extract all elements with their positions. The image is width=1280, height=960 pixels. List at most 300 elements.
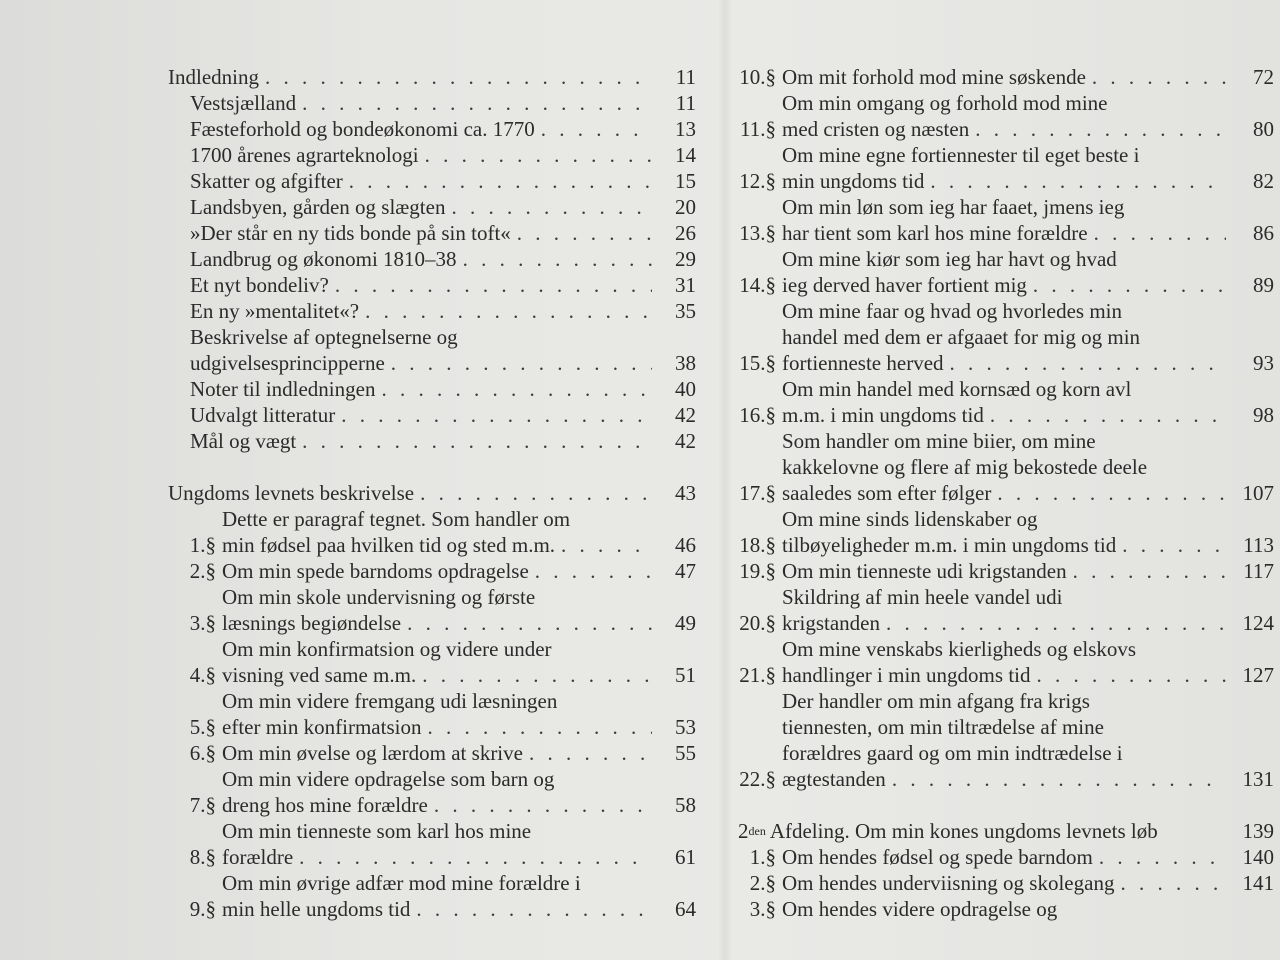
toc-entry-body — [782, 584, 1226, 636]
toc-entry-body — [782, 688, 1226, 792]
toc-entry-line — [782, 532, 1226, 558]
toc-page-number: 55 — [675, 741, 696, 765]
dot-leader — [419, 142, 652, 168]
toc-entry-line — [782, 272, 1226, 298]
toc-entry-title: Om min videre opdragelse som barn og — [222, 767, 555, 791]
toc-heading-title: Indledning — [168, 65, 259, 89]
dot-leader — [1116, 532, 1226, 558]
toc-entry-line — [782, 298, 1226, 324]
toc-entry-title: Om min tienneste udi krigstanden — [782, 559, 1067, 583]
dot-leader — [1088, 220, 1226, 246]
toc-entry-title: ieg derved haver fortient mig — [782, 273, 1027, 297]
toc-intro-entry — [168, 142, 696, 168]
toc-entry-title: med cristen og næsten — [782, 117, 970, 141]
toc-entry-line — [222, 844, 652, 870]
dot-leader — [293, 844, 652, 870]
toc-entry-number: 15.§ — [739, 351, 776, 375]
dot-leader — [984, 402, 1226, 428]
toc-entry-title: Om hendes underviisning og skolegang — [782, 871, 1115, 895]
toc-paragraph-entry — [738, 636, 1274, 688]
section-spacer — [168, 454, 696, 480]
toc-entry-title: Udvalgt litteratur — [190, 403, 336, 427]
toc-entry-title: visning ved same m.m. — [222, 663, 417, 687]
toc-entry-title: handlinger i min ungdoms tid — [782, 663, 1031, 687]
dot-leader — [511, 220, 652, 246]
toc-entry-body — [222, 740, 652, 766]
toc-entry-number: 22.§ — [739, 767, 776, 791]
toc-entry-title: Om mit forhold mod mine søskende — [782, 65, 1086, 89]
toc-entry-line — [782, 584, 1226, 610]
toc-entry-body — [222, 558, 652, 584]
toc-entry-number: 2.§ — [189, 559, 216, 583]
dot-leader — [410, 896, 652, 922]
toc-entry-title: handel med dem er afgaaet for mig og min — [782, 325, 1141, 349]
toc-entry-line — [190, 428, 652, 454]
toc-page-number: 82 — [1253, 169, 1274, 193]
toc-entry-title: Om min spede barndoms opdragelse — [222, 559, 529, 583]
dot-leader — [969, 116, 1226, 142]
toc-entry-body — [222, 818, 652, 870]
toc-entry-line — [190, 350, 652, 376]
toc-heading-body — [168, 480, 652, 506]
dot-leader — [457, 246, 652, 272]
toc-page-number: 15 — [675, 169, 696, 193]
dot-leader — [886, 766, 1226, 792]
dot-leader — [416, 662, 652, 688]
toc-entry-title: Om min handel med kornsæd og korn avl — [782, 377, 1132, 401]
dot-leader — [445, 194, 652, 220]
toc-page-number: 51 — [675, 663, 696, 687]
toc-paragraph-entry — [168, 506, 696, 558]
toc-entry-body — [168, 402, 652, 428]
toc-entry-title: Landsbyen, gården og slægten — [190, 195, 446, 219]
dot-leader — [555, 532, 652, 558]
toc-entry-line — [222, 610, 652, 636]
toc-entry-number: 6.§ — [189, 741, 216, 765]
toc-entry-title: Vestsjælland — [190, 91, 297, 115]
toc-entry-title: Om min konfirmatsion og videre under — [222, 637, 552, 661]
toc-entry-line — [782, 610, 1226, 636]
toc-entry-number: 1.§ — [749, 845, 776, 869]
toc-paragraph-entry — [738, 506, 1274, 558]
toc-page-number: 93 — [1253, 351, 1274, 375]
toc-entry-number: 12.§ — [739, 169, 776, 193]
toc-entry-number: 14.§ — [739, 273, 776, 297]
dot-leader — [329, 272, 652, 298]
dot-leader — [1027, 272, 1226, 298]
book-gutter — [718, 0, 732, 960]
toc-entry-number: 10.§ — [739, 65, 776, 89]
toc-entry-line — [190, 376, 652, 402]
toc-entry-body — [782, 558, 1226, 584]
toc-paragraph-entry — [168, 558, 696, 584]
toc-entry-title: En ny »mentalitet«? — [190, 299, 360, 323]
toc-page-number: 117 — [1243, 559, 1274, 583]
dot-leader — [421, 714, 652, 740]
toc-entry-title: Et nyt bondeliv? — [190, 273, 329, 297]
toc-entry-line — [782, 714, 1226, 740]
toc-entry-title: Om mine egne fortiennester til eget beste i — [782, 143, 1140, 167]
toc-entry-line — [190, 324, 652, 350]
toc-entry-line — [190, 90, 652, 116]
dot-leader — [1114, 870, 1226, 896]
toc-entry-body — [782, 506, 1226, 558]
toc-entry-line — [222, 766, 652, 792]
toc-entry-line — [782, 142, 1226, 168]
toc-entry-line — [782, 870, 1226, 896]
dot-leader — [924, 168, 1226, 194]
toc-heading-line — [168, 64, 652, 90]
toc-entry-title: Mål og vægt — [190, 429, 297, 453]
toc-entry-title: forældre — [222, 845, 294, 869]
toc-entry-line — [222, 870, 652, 896]
toc-paragraph-entry — [168, 818, 696, 870]
toc-page-number: 38 — [675, 351, 696, 375]
toc-paragraph-entry — [738, 584, 1274, 636]
toc-entry-title: tiennesten, om min tiltrædelse af mine — [782, 715, 1104, 739]
toc-paragraph-entry — [738, 558, 1274, 584]
part-ordinal-suffix: den — [748, 824, 766, 838]
toc-page-number: 35 — [675, 299, 696, 323]
toc-entry-body — [168, 116, 652, 142]
dot-leader — [375, 376, 652, 402]
toc-entry-line — [222, 792, 652, 818]
dot-leader — [259, 64, 652, 90]
toc-paragraph-entry — [738, 428, 1274, 506]
dot-leader — [1030, 662, 1226, 688]
toc-entry-title: Om mine kiør som ieg har havt og hvad — [782, 247, 1117, 271]
toc-entry-line — [782, 480, 1226, 506]
toc-paragraph-entry — [168, 688, 696, 740]
toc-intro-entry — [168, 194, 696, 220]
toc-entry-number: 7.§ — [189, 793, 216, 817]
toc-entry-title: Om hendes fødsel og spede barndom — [782, 845, 1093, 869]
toc-entry-title: udgivelsesprincipperne — [190, 351, 385, 375]
toc-intro-entry — [168, 376, 696, 402]
toc-entry-line — [782, 220, 1226, 246]
dot-leader — [991, 480, 1226, 506]
toc-paragraph-entry — [738, 298, 1274, 376]
toc-entry-line — [782, 116, 1226, 142]
toc-entry-line — [782, 350, 1226, 376]
part-ordinal: 2 — [738, 819, 749, 843]
toc-paragraph-entry — [738, 870, 1274, 896]
toc-entry-title: tilbøyeligheder m.m. i min ungdoms tid — [782, 533, 1117, 557]
toc-page-number: 127 — [1242, 663, 1274, 687]
toc-entry-body — [222, 870, 652, 922]
toc-entry-line — [782, 64, 1226, 90]
toc-entry-line — [782, 324, 1226, 350]
dot-leader — [880, 610, 1226, 636]
toc-entry-title: dreng hos mine forældre — [222, 793, 428, 817]
dot-leader — [944, 350, 1226, 376]
toc-entry-title: »Der står en ny tids bonde på sin toft« — [190, 221, 511, 245]
toc-heading-title: Afdeling. Om min kones ungdoms levnets løb — [769, 819, 1158, 843]
toc-entry-line — [222, 584, 652, 610]
toc-page-number: 113 — [1243, 533, 1274, 557]
toc-page-number: 40 — [675, 377, 696, 401]
toc-entry-title: efter min konfirmatsion — [222, 715, 422, 739]
toc-entry-line — [222, 662, 652, 688]
toc-paragraph-entry — [168, 870, 696, 922]
toc-entry-body — [782, 896, 1226, 922]
toc-heading-line — [738, 818, 1226, 844]
toc-entry-title: Om hendes videre opdragelse og — [782, 897, 1058, 921]
toc-entry-title: Skatter og afgifter — [190, 169, 343, 193]
toc-entry-body — [168, 168, 652, 194]
toc-entry-body — [782, 298, 1226, 376]
dot-leader — [296, 428, 652, 454]
toc-entry-title: fortienneste herved — [782, 351, 944, 375]
dot-leader — [1067, 558, 1226, 584]
toc-entry-line — [782, 168, 1226, 194]
toc-paragraph-entry — [168, 584, 696, 636]
toc-entry-number: 13.§ — [739, 221, 776, 245]
toc-page-number: 11 — [675, 91, 696, 115]
toc-left-column — [168, 64, 696, 922]
toc-page-number: 31 — [675, 273, 696, 297]
toc-entry-number: 17.§ — [739, 481, 776, 505]
toc-entry-title: Om min omgang og forhold mod mine — [782, 91, 1108, 115]
toc-right-column — [738, 64, 1274, 922]
toc-entry-line — [782, 376, 1226, 402]
toc-page-number: 58 — [675, 793, 696, 817]
toc-entry-line — [782, 454, 1226, 480]
toc-entry-title: Der handler om min afgang fra krigs — [782, 689, 1090, 713]
toc-paragraph-entry — [738, 844, 1274, 870]
dot-leader — [535, 116, 652, 142]
toc-entry-body — [222, 506, 652, 558]
toc-entry-line — [190, 402, 652, 428]
toc-entry-title: 1700 årenes agrarteknologi — [190, 143, 419, 167]
toc-entry-line — [782, 246, 1226, 272]
dot-leader — [428, 792, 652, 818]
toc-entry-title: Fæsteforhold og bondeøkonomi ca. 1770 — [190, 117, 535, 141]
toc-page-number: 107 — [1242, 481, 1274, 505]
toc-entry-line — [222, 636, 652, 662]
toc-page-number: 141 — [1242, 871, 1274, 895]
toc-page-number: 61 — [675, 845, 696, 869]
toc-entry-line — [222, 688, 652, 714]
dot-leader — [343, 168, 652, 194]
toc-entry-body — [222, 584, 652, 636]
toc-entry-line — [222, 740, 652, 766]
toc-entry-title: Om min videre fremgang udi læsningen — [222, 689, 558, 713]
toc-paragraph-entry — [738, 246, 1274, 298]
toc-paragraph-entry — [738, 376, 1274, 428]
toc-heading-afdeling-2 — [738, 818, 1274, 844]
toc-entry-body — [168, 194, 652, 220]
toc-entry-body — [782, 194, 1226, 246]
toc-paragraph-entry — [738, 688, 1274, 792]
toc-intro-entry — [168, 272, 696, 298]
toc-entry-number: 4.§ — [189, 663, 216, 687]
toc-entry-line — [190, 142, 652, 168]
toc-entry-body — [782, 428, 1226, 506]
toc-entry-number: 3.§ — [749, 897, 776, 921]
toc-page-number: 26 — [675, 221, 696, 245]
toc-entry-line — [782, 90, 1226, 116]
toc-entry-title: kakkelovne og flere af mig bekostede deele — [782, 455, 1148, 479]
toc-entry-body — [168, 142, 652, 168]
toc-entry-title: Om min tienneste som karl hos mine — [222, 819, 532, 843]
toc-entry-body — [782, 64, 1226, 90]
toc-entry-number: 18.§ — [739, 533, 776, 557]
toc-page-number: 11 — [675, 65, 696, 89]
toc-entry-title: Om min øvelse og lærdom at skrive — [222, 741, 523, 765]
toc-entry-line — [222, 558, 652, 584]
toc-intro-entry — [168, 298, 696, 324]
toc-entry-title: min fødsel paa hvilken tid og sted m.m. — [222, 533, 556, 557]
toc-entry-line — [190, 298, 652, 324]
toc-entry-title: Om mine faar og hvad og hvorledes min — [782, 299, 1122, 323]
toc-entry-body — [168, 376, 652, 402]
toc-page-number: 43 — [675, 481, 696, 505]
toc-entry-title: krigstanden — [782, 611, 880, 635]
dot-leader — [385, 350, 652, 376]
toc-paragraph-entry — [738, 896, 1274, 922]
toc-entry-number: 8.§ — [189, 845, 216, 869]
toc-entry-body — [168, 324, 652, 376]
dot-leader — [335, 402, 652, 428]
toc-entry-title: læsnings begiøndelse — [222, 611, 402, 635]
toc-entry-line — [222, 714, 652, 740]
toc-heading-title: Ungdoms levnets beskrivelse — [168, 481, 415, 505]
toc-paragraph-entry — [738, 142, 1274, 194]
toc-paragraph-entry — [168, 766, 696, 818]
toc-page-number: 29 — [675, 247, 696, 271]
toc-page-number: 131 — [1242, 767, 1274, 791]
toc-entry-line — [222, 896, 652, 922]
toc-entry-number: 1.§ — [189, 533, 216, 557]
toc-entry-line — [782, 428, 1226, 454]
toc-entry-number: 5.§ — [189, 715, 216, 739]
toc-entry-title: saaledes som efter følger — [782, 481, 992, 505]
toc-intro-entry — [168, 324, 696, 376]
toc-page-number: 20 — [675, 195, 696, 219]
toc-entry-line — [190, 116, 652, 142]
toc-entry-body — [168, 246, 652, 272]
dot-leader — [523, 740, 652, 766]
toc-page-number: 42 — [675, 429, 696, 453]
toc-entry-line — [782, 766, 1226, 792]
toc-entry-body — [222, 766, 652, 818]
toc-intro-entry — [168, 116, 696, 142]
toc-entry-title: Om min løn som ieg har faaet, jmens ieg — [782, 195, 1125, 219]
toc-page-number: 49 — [675, 611, 696, 635]
toc-page-number: 89 — [1253, 273, 1274, 297]
toc-entry-line — [190, 272, 652, 298]
toc-entry-line — [222, 532, 652, 558]
toc-page-number: 140 — [1242, 845, 1274, 869]
toc-entry-number: 9.§ — [189, 897, 216, 921]
toc-entry-line — [222, 818, 652, 844]
toc-entry-title: har tient som karl hos mine forældre — [782, 221, 1088, 245]
toc-entry-number: 2.§ — [749, 871, 776, 895]
toc-entry-title: forældres gaard og om min indtrædelse i — [782, 741, 1123, 765]
toc-intro-entry — [168, 90, 696, 116]
toc-entry-title: Om mine sinds lidenskaber og — [782, 507, 1038, 531]
toc-intro-entry — [168, 402, 696, 428]
toc-intro-entry — [168, 168, 696, 194]
toc-entry-title: Om min skole undervisning og første — [222, 585, 536, 609]
toc-entry-body — [168, 298, 652, 324]
toc-page-number: 14 — [675, 143, 696, 167]
toc-entry-line — [782, 636, 1226, 662]
toc-entry-line — [222, 506, 652, 532]
toc-entry-line — [190, 168, 652, 194]
toc-page-number: 86 — [1253, 221, 1274, 245]
toc-heading-line — [168, 480, 652, 506]
toc-entry-title: Om mine venskabs kierligheds og elskovs — [782, 637, 1137, 661]
toc-entry-number: 20.§ — [739, 611, 776, 635]
toc-entry-body — [782, 90, 1226, 142]
toc-entry-title: Landbrug og økonomi 1810–38 — [190, 247, 457, 271]
dot-leader — [1086, 64, 1226, 90]
toc-entry-line — [782, 402, 1226, 428]
toc-entry-line — [782, 844, 1226, 870]
toc-entry-number: 21.§ — [739, 663, 776, 687]
toc-page-number: 139 — [1242, 819, 1274, 843]
toc-page-number: 47 — [675, 559, 696, 583]
toc-page-number: 42 — [675, 403, 696, 427]
toc-entry-line — [782, 194, 1226, 220]
toc-page-number: 98 — [1253, 403, 1274, 427]
toc-entry-line — [782, 688, 1226, 714]
dot-leader — [401, 610, 652, 636]
toc-page-number: 13 — [675, 117, 696, 141]
toc-entry-title: m.m. i min ungdoms tid — [782, 403, 984, 427]
toc-heading-body — [738, 818, 1226, 844]
toc-page-number: 46 — [675, 533, 696, 557]
dot-leader — [359, 298, 652, 324]
toc-paragraph-entry — [738, 194, 1274, 246]
toc-entry-number: 19.§ — [739, 559, 776, 583]
toc-entry-body — [782, 636, 1226, 688]
toc-entry-title: ægtestanden — [782, 767, 886, 791]
toc-heading-indledning — [168, 64, 696, 90]
toc-paragraph-entry — [168, 740, 696, 766]
section-spacer — [738, 792, 1274, 818]
toc-entry-body — [782, 870, 1226, 896]
toc-entry-line — [782, 740, 1226, 766]
toc-entry-body — [782, 142, 1226, 194]
toc-page-number: 53 — [675, 715, 696, 739]
toc-heading-body — [168, 64, 652, 90]
toc-entry-line — [190, 246, 652, 272]
toc-entry-body — [782, 376, 1226, 428]
dot-leader — [529, 558, 652, 584]
toc-page-number: 72 — [1253, 65, 1274, 89]
dot-leader — [414, 480, 652, 506]
toc-entry-number: 16.§ — [739, 403, 776, 427]
toc-entry-line — [782, 896, 1226, 922]
toc-entry-title: Skildring af min heele vandel udi — [782, 585, 1063, 609]
toc-intro-entry — [168, 220, 696, 246]
toc-entry-body — [168, 428, 652, 454]
toc-entry-line — [782, 506, 1226, 532]
toc-entry-body — [168, 90, 652, 116]
dot-leader — [296, 90, 652, 116]
toc-entry-line — [782, 662, 1226, 688]
toc-page-number: 80 — [1253, 117, 1274, 141]
toc-entry-body — [222, 636, 652, 688]
toc-entry-line — [190, 194, 652, 220]
toc-intro-entry — [168, 246, 696, 272]
toc-entry-title: Noter til indledningen — [190, 377, 376, 401]
toc-page-number: 124 — [1242, 611, 1274, 635]
toc-entry-line — [190, 220, 652, 246]
